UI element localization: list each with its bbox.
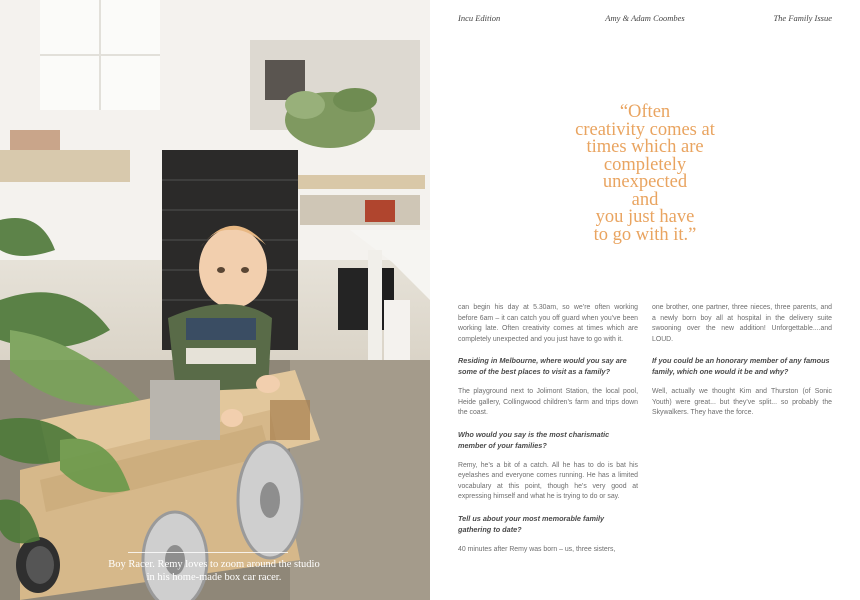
body-paragraph: one brother, one partner, three nieces, three parents, and a newly born boy all at hospital in the delivery suite swooning over the new addition! Unforgettable....and LOUD.	[652, 304, 832, 343]
pull-quote-line: times which are	[586, 137, 704, 157]
pull-quote-line: “Often	[619, 102, 671, 122]
pull-quote	[540, 104, 750, 244]
body-paragraph: can begin his day at 5.30am, so we’re often working before 6am – it can catch you off guard when you’ve been working late. Often creativity comes at times which are completely unexpected and you just have to go with it.	[458, 304, 638, 343]
photo-caption	[100, 558, 328, 584]
photo-caption-line: Boy Racer. Remy loves to zoom around the studio	[108, 559, 320, 570]
header-issue: The Family Issue	[773, 13, 832, 23]
header-authors: Amy & Adam Coombes	[605, 13, 685, 23]
pull-quote-line: creativity comes at	[575, 119, 715, 140]
photo-caption-line: in his home-made box car racer.	[146, 572, 282, 583]
pull-quote-line: unexpected	[602, 172, 688, 192]
pull-quote-line: and	[631, 189, 659, 210]
interview-question: Who would you say is the most charismatic member of your families?	[458, 429, 610, 450]
interview-question: Residing in Melbourne, where would you say are some of the best places to visit as a family?	[458, 356, 627, 376]
pull-quote-line: to go with it.”	[593, 224, 697, 245]
body-paragraph: 40 minutes after Remy was born – us, three sisters,	[458, 545, 616, 553]
body-paragraph: Remy, he’s a bit of a catch. All he has to do is bat his eyelashes and everyone comes running. He has a limited vocabulary at this point, though he’s very good at expressing himself and what he is trying to do or say.	[458, 461, 638, 500]
pull-quote-line: you just have	[595, 207, 695, 227]
interview-question: If you could be an honorary member of any famous family, which one would it be and why?	[652, 356, 830, 376]
body-paragraph: Well, actually we thought Kim and Thurston (of Sonic Youth) were great... but they’ve split... so probably the Skywalkers. They have the force.	[652, 388, 832, 416]
article-column-1	[458, 303, 638, 565]
interview-question: Tell us about your most memorable family gathering to date?	[458, 513, 605, 534]
running-header	[458, 13, 832, 27]
article-column-2	[652, 303, 832, 429]
header-edition: Incu Edition	[458, 13, 501, 23]
body-paragraph: The playground next to Jolimont Station, the local pool, Heide gallery, Collingwood children’s farm and trips down the coast.	[458, 388, 638, 416]
caption-rule	[128, 552, 288, 553]
pull-quote-line: completely	[603, 154, 687, 175]
